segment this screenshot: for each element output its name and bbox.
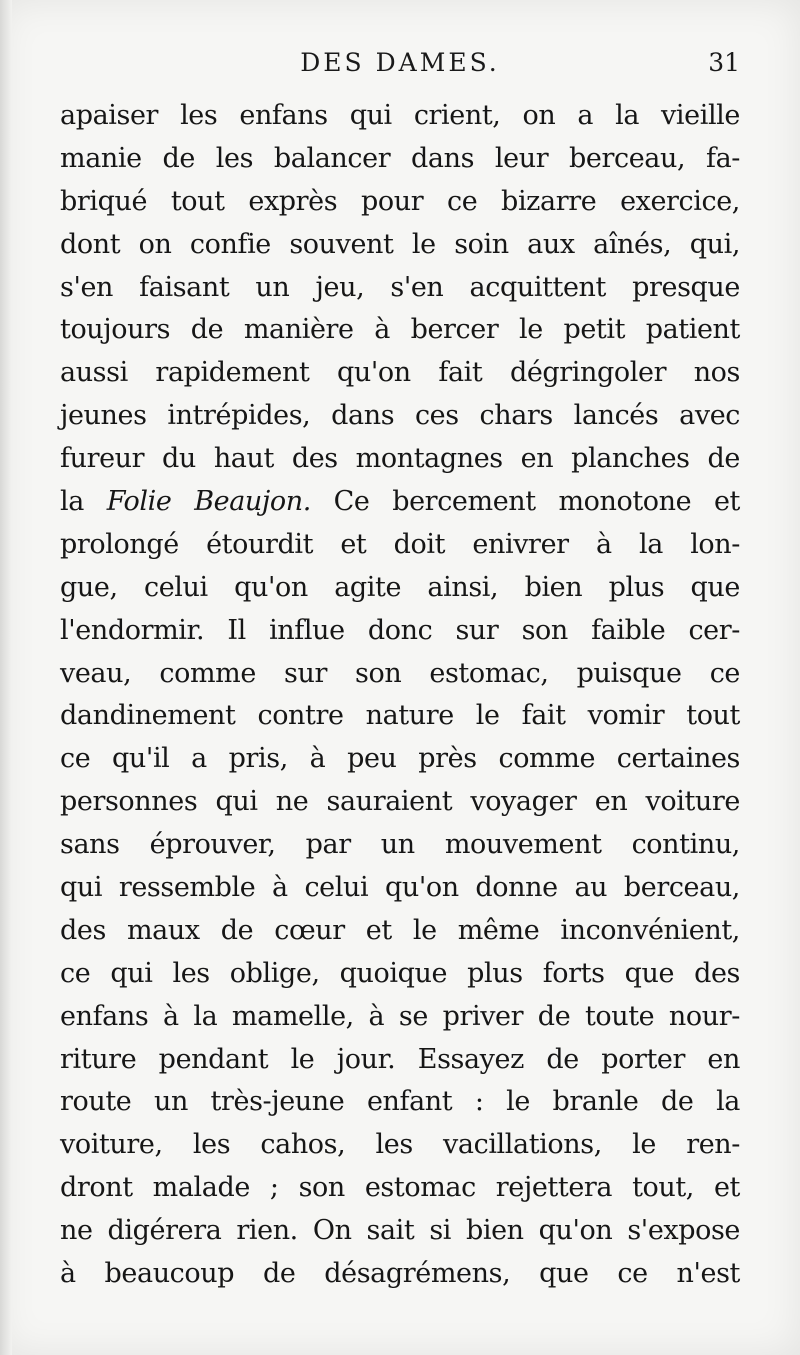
- text-line-post: Ce bercement monotone et: [310, 486, 740, 518]
- text-line: dront malade ; son estomac rejettera tout, et: [60, 1172, 740, 1204]
- text-line: dandinement contre nature le fait vomir tout: [60, 700, 740, 732]
- text-line: manie de les balancer dans leur berceau, fa-: [60, 142, 740, 174]
- running-head-title: DES DAMES.: [300, 48, 500, 77]
- page-number: 31: [708, 48, 740, 77]
- text-line: veau, comme sur son estomac, puisque ce: [60, 657, 740, 689]
- text-line: riture pendant le jour. Essayez de porter en: [60, 1043, 740, 1075]
- text-line: l'endormir. Il influe donc sur son faible cer-: [60, 614, 740, 646]
- page-gutter: [0, 0, 12, 1355]
- text-line: gue, celui qu'on agite ainsi, bien plus que: [60, 571, 740, 603]
- text-line: des maux de cœur et le même inconvénient,: [60, 914, 740, 946]
- text-line: dont on confie souvent le soin aux aînés, qui,: [60, 228, 740, 260]
- text-line: fureur du haut des montagnes en planches de: [60, 443, 740, 475]
- text-line: voiture, les cahos, les vacillations, le ren-: [60, 1129, 740, 1161]
- text-line: qui ressemble à celui qu'on donne au berceau,: [60, 872, 740, 904]
- text-line: ne digérera rien. On sait si bien qu'on s'expose: [60, 1215, 740, 1247]
- running-head: [60, 44, 740, 84]
- text-line: jeunes intrépides, dans ces chars lancés avec: [60, 400, 740, 432]
- text-line: briqué tout exprès pour ce bizarre exercice,: [60, 185, 740, 217]
- text-line: à beaucoup de désagrémens, que ce n'est: [60, 1258, 740, 1290]
- text-line: ce qu'il a pris, à peu près comme certaines: [60, 743, 740, 775]
- text-line: route un très-jeune enfant : le branle de la: [60, 1086, 740, 1118]
- text-line-pre: la: [60, 486, 107, 518]
- text-line-with-italic: [60, 481, 740, 524]
- text-line: prolongé étourdit et doit enivrer à la lon-: [60, 528, 740, 560]
- text-line: ce qui les oblige, quoique plus forts que des: [60, 957, 740, 989]
- text-line: aussi rapidement qu'on fait dégringoler nos: [60, 357, 740, 389]
- italic-title-folie-beaujon: Folie Beaujon.: [106, 486, 311, 518]
- text-line: apaiser les enfans qui crient, on a la vieille: [60, 100, 740, 131]
- body-text: [60, 95, 740, 1296]
- text-line: toujours de manière à bercer le petit patient: [60, 314, 740, 346]
- text-line: sans éprouver, par un mouvement continu,: [60, 829, 740, 861]
- text-line: personnes qui ne sauraient voyager en voiture: [60, 786, 740, 818]
- text-line: s'en faisant un jeu, s'en acquittent presque: [60, 271, 740, 303]
- text-line: enfans à la mamelle, à se priver de toute nour-: [60, 1000, 740, 1032]
